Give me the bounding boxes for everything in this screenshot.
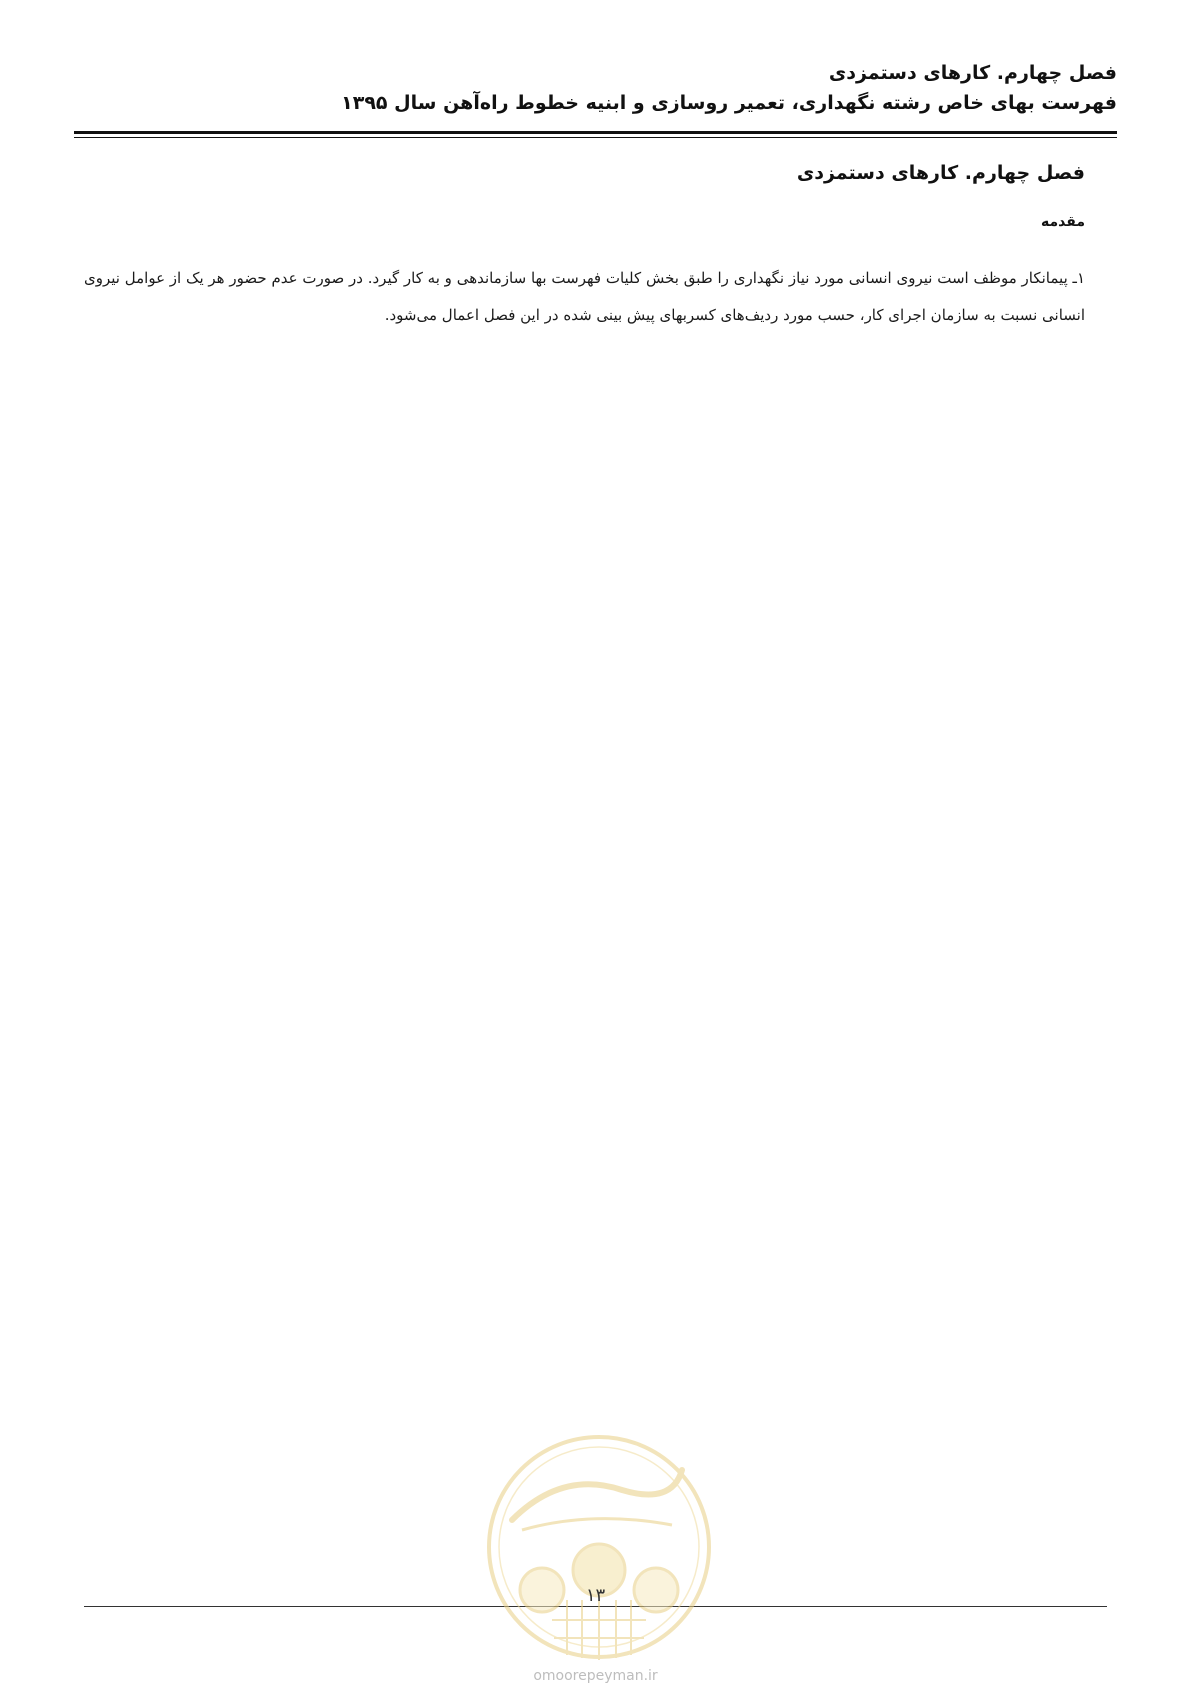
header-document-title: فهرست بهای خاص رشته نگهداری، تعمیر روسازی و ابنیه خطوط راه‌آهن سال ۱۳۹۵ [341, 92, 1117, 114]
chapter-title: فصل چهارم. کارهای دستمزدی [796, 162, 1085, 184]
header-chapter: فصل چهارم. کارهای دستمزدی [828, 62, 1117, 84]
header-divider [74, 131, 1117, 134]
page-content [84, 162, 1085, 334]
body-paragraph: ۱ـ پیمانکار موظف است نیروی انسانی مورد نیاز نگهداری را طبق بخش کلیات فهرست بها سازماندهی و به کار گیرد. در صورت عدم حضور هر یک از عوامل نیروی انسانی نسبت به سازمان اجرای کار، حسب مورد ردیف‌های کسربهای پیش بینی شده در این فصل اعمال می‌شود. [84, 269, 1085, 324]
header-divider-thin [74, 137, 1117, 138]
page-number: ۱۳ [585, 1585, 606, 1606]
watermark-logo-icon [482, 1430, 716, 1664]
intro-heading: مقدمه [1041, 214, 1085, 230]
page-header [74, 58, 1117, 118]
watermark-url: omoorepeyman.ir [533, 1668, 658, 1684]
